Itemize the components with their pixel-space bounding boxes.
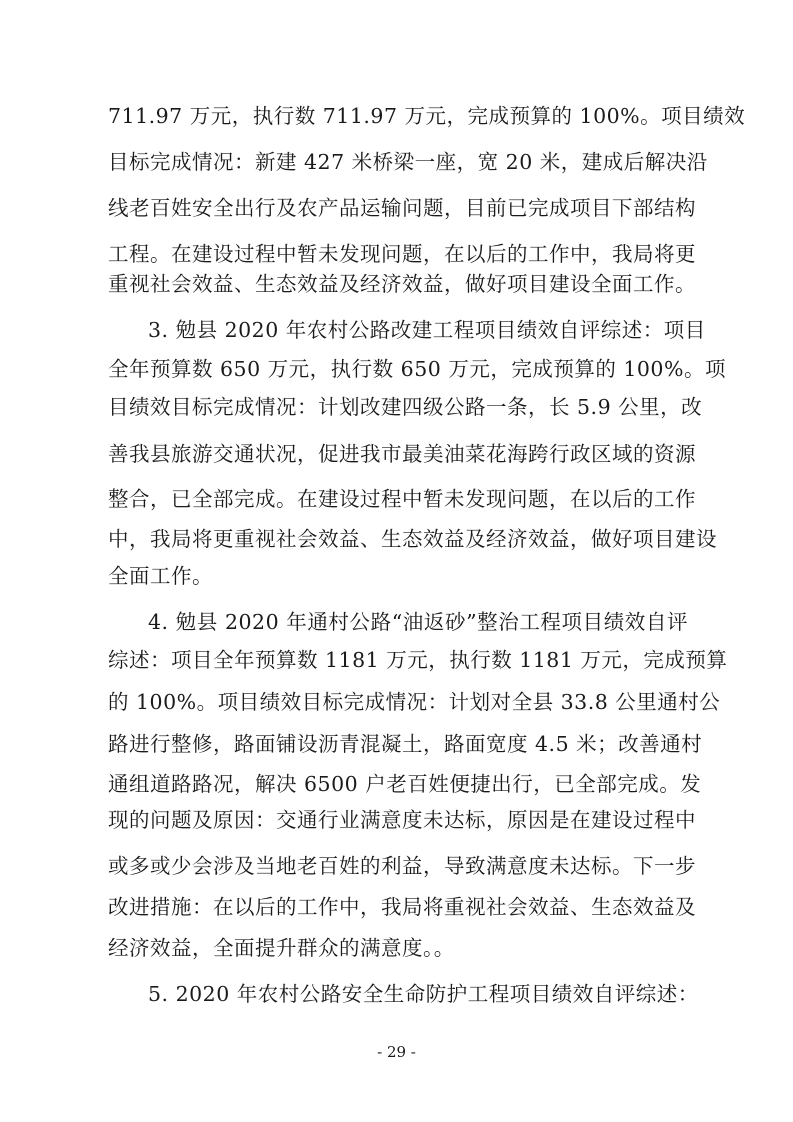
- text-line-11: 中，我局将更重视社会效益、生态效益及经济效益，做好项目建设: [108, 527, 717, 551]
- text-line-2: 目标完成情况：新建 427 米桥梁一座，宽 20 米，建成后解决沿: [108, 150, 708, 174]
- text-line-7: 全年预算数 650 万元，执行数 650 万元，完成预算的 100%。项: [108, 357, 726, 381]
- text-line-12: 全面工作。: [108, 564, 213, 588]
- text-line-4: 工程。在建设过程中暂未发现问题，在以后的工作中，我局将更: [108, 242, 696, 266]
- text-line-8: 目绩效目标完成情况：计划改建四级公路一条，长 5.9 公里，改: [108, 395, 703, 419]
- text-line-21: 经济效益，全面提升群众的满意度。。: [108, 936, 455, 960]
- text-line-3: 线老百姓安全出行及农产品运输问题，目前已完成项目下部结构: [108, 196, 696, 220]
- paragraph-4-first-line: 4. 勉县 2020 年通村公路“油返砂”整治工程项目绩效自评: [148, 610, 688, 634]
- text-line-1: 711.97 万元，执行数 711.97 万元，完成预算的 100%。项目绩效: [108, 104, 746, 128]
- text-line-18: 现的问题及原因：交通行业满意度未达标，原因是在建设过程中: [108, 808, 696, 832]
- text-line-16: 路进行整修，路面铺设沥青混凝土，路面宽度 4.5 米；改善通村: [108, 732, 703, 756]
- text-line-19: 或多或少会涉及当地老百姓的利益，导致满意度未达标。下一步: [108, 854, 696, 878]
- text-line-5: 重视社会效益、生态效益及经济效益，做好项目建设全面工作。: [108, 272, 696, 296]
- page-number: - 29 -: [377, 1043, 416, 1061]
- text-line-15: 的 100%。项目绩效目标完成情况：计划对全县 33.8 公里通村公: [108, 690, 721, 714]
- text-line-20: 改进措施：在以后的工作中，我局将重视社会效益、生态效益及: [108, 895, 696, 919]
- paragraph-5-first-line: 5. 2020 年农村公路安全生命防护工程项目绩效自评综述：: [148, 982, 699, 1006]
- text-line-14: 综述：项目全年预算数 1181 万元，执行数 1181 万元，完成预算: [108, 648, 728, 672]
- text-line-10: 整合，已全部完成。在建设过程中暂未发现问题，在以后的工作: [108, 487, 696, 511]
- text-line-9: 善我县旅游交通状况，促进我市最美油菜花海跨行政区域的资源: [108, 442, 696, 466]
- paragraph-3-first-line: 3. 勉县 2020 年农村公路改建工程项目绩效自评综述：项目: [148, 318, 706, 342]
- text-line-17: 通组道路路况，解决 6500 户老百姓便捷出行，已全部完成。发: [108, 772, 702, 796]
